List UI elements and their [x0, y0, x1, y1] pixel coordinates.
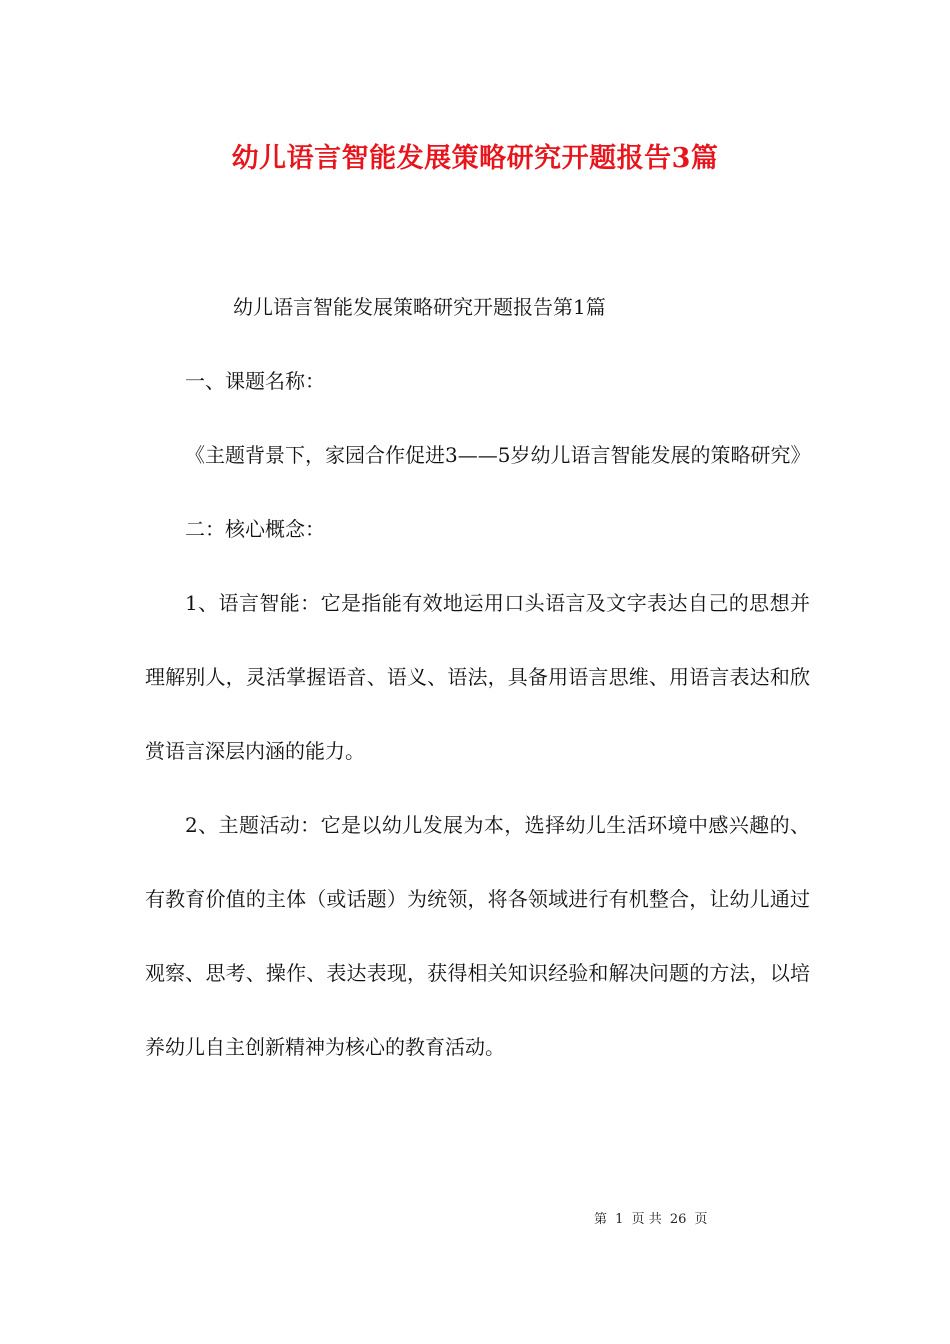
document-title: 幼儿语言智能发展策略研究开题报告3篇: [231, 143, 719, 174]
footer-label-end: 页: [694, 1212, 708, 1227]
document-body: [145, 270, 810, 1084]
page-number-indicator: [594, 1208, 708, 1227]
footer-total-pages: 26: [669, 1212, 687, 1227]
footer-current-page: 1: [615, 1212, 624, 1227]
section-heading-core-concepts: 二：核心概念：: [185, 517, 325, 541]
footer-label-page: 第: [594, 1212, 608, 1227]
section-heading-topic-name: 一、课题名称：: [185, 369, 325, 393]
concept-theme-activity: 2、主题活动：它是以幼儿发展为本，选择幼儿生活环境中感兴趣的、有教育价值的主体（或话题）为统领，将各领域进行有机整合，让幼儿通过观察、思考、操作、表达表现，获得相关知识经验和解决问题的方法，以培养幼儿自主创新精神为核心的教育活动。: [145, 813, 810, 1059]
topic-name-paragraph: 《主题背景下，家园合作促进3——5岁幼儿语言智能发展的策略研究》: [185, 443, 811, 467]
report-subtitle: 幼儿语言智能发展策略研究开题报告第1篇: [233, 295, 606, 319]
footer-label-of: 页 共: [631, 1212, 662, 1227]
concept-language-intelligence: 1、语言智能：它是指能有效地运用口头语言及文字表达自己的思想并理解别人，灵活掌握语音、语义、语法，具备用语言思维、用语言表达和欣赏语言深层内涵的能力。: [145, 591, 810, 763]
